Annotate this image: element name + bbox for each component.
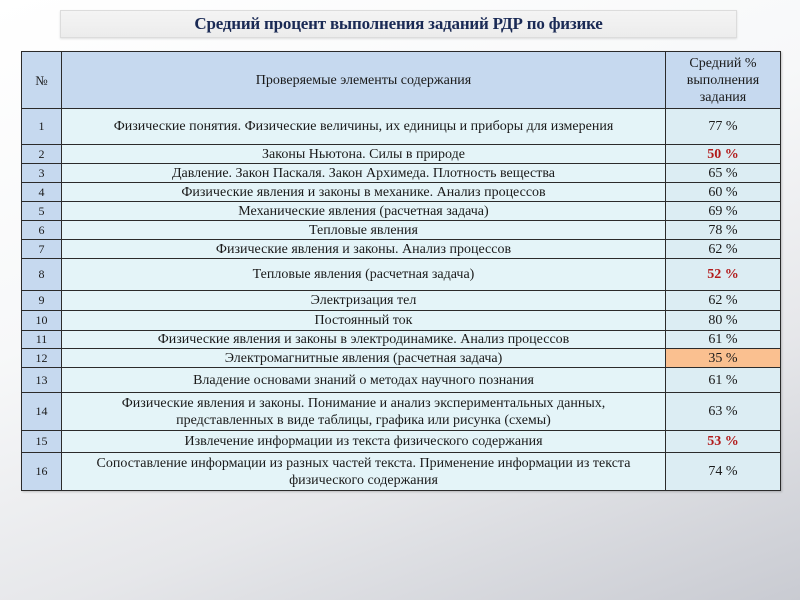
table-row <box>22 331 781 349</box>
row-percent-low: 53 % <box>666 431 781 453</box>
header-percent <box>666 52 781 109</box>
row-number: 14 <box>22 393 62 431</box>
row-number: 15 <box>22 431 62 453</box>
row-content-line1: Сопоставление информации из разных частей текста. Применение информации из текста <box>96 455 631 471</box>
row-content: Законы Ньютона. Силы в природе <box>62 145 666 164</box>
title-banner <box>60 10 737 38</box>
table-row <box>22 259 781 291</box>
row-content: Электризация тел <box>62 291 666 311</box>
header-percent-line3: задания <box>699 89 747 105</box>
table-row <box>22 311 781 331</box>
row-percent: 61 % <box>666 368 781 393</box>
row-content: Постоянный ток <box>62 311 666 331</box>
row-number: 13 <box>22 368 62 393</box>
row-content: Электромагнитные явления (расчетная задача) <box>62 349 666 368</box>
results-table <box>21 51 781 491</box>
row-content-line2: представленных в виде таблицы, графика или рисунка (схемы) <box>176 412 551 428</box>
row-percent: 60 % <box>666 183 781 202</box>
row-number: 7 <box>22 240 62 259</box>
row-percent: 61 % <box>666 331 781 349</box>
row-content <box>62 393 666 431</box>
row-number: 8 <box>22 259 62 291</box>
header-percent-line1: Средний % <box>689 55 757 71</box>
row-number: 3 <box>22 164 62 183</box>
row-content: Давление. Закон Паскаля. Закон Архимеда. Плотность вещества <box>62 164 666 183</box>
table-row <box>22 349 781 368</box>
row-content: Механические явления (расчетная задача) <box>62 202 666 221</box>
row-number: 5 <box>22 202 62 221</box>
row-content: Физические явления и законы в механике. Анализ процессов <box>62 183 666 202</box>
row-percent-low: 50 % <box>666 145 781 164</box>
row-number: 2 <box>22 145 62 164</box>
table-row <box>22 453 781 491</box>
row-content: Тепловые явления <box>62 221 666 240</box>
row-percent: 63 % <box>666 393 781 431</box>
row-number: 1 <box>22 109 62 145</box>
row-percent: 69 % <box>666 202 781 221</box>
table-row <box>22 240 781 259</box>
row-percent: 62 % <box>666 291 781 311</box>
row-content <box>62 453 666 491</box>
header-number: № <box>22 52 62 109</box>
row-content: Физические понятия. Физические величины, их единицы и приборы для измерения <box>62 109 666 145</box>
row-percent: 74 % <box>666 453 781 491</box>
row-number: 4 <box>22 183 62 202</box>
row-percent: 65 % <box>666 164 781 183</box>
row-content-line2: физического содержания <box>289 472 438 488</box>
page-title: Средний процент выполнения заданий РДР по физике <box>194 14 603 33</box>
table-row <box>22 393 781 431</box>
row-content: Тепловые явления (расчетная задача) <box>62 259 666 291</box>
row-number: 11 <box>22 331 62 349</box>
table-row <box>22 291 781 311</box>
row-percent: 80 % <box>666 311 781 331</box>
table-row <box>22 164 781 183</box>
row-number: 16 <box>22 453 62 491</box>
row-percent: 62 % <box>666 240 781 259</box>
row-content: Физические явления и законы в электродинамике. Анализ процессов <box>62 331 666 349</box>
row-percent-critical: 35 % <box>666 349 781 368</box>
row-number: 12 <box>22 349 62 368</box>
table-row <box>22 183 781 202</box>
row-percent: 77 % <box>666 109 781 145</box>
row-percent-low: 52 % <box>666 259 781 291</box>
table-row <box>22 145 781 164</box>
row-content: Извлечение информации из текста физического содержания <box>62 431 666 453</box>
table-row <box>22 221 781 240</box>
header-percent-line2: выполнения <box>686 72 760 88</box>
header-content: Проверяемые элементы содержания <box>62 52 666 109</box>
table-row <box>22 368 781 393</box>
row-content: Владение основами знаний о методах научного познания <box>62 368 666 393</box>
row-percent: 78 % <box>666 221 781 240</box>
row-number: 6 <box>22 221 62 240</box>
row-content-line1: Физические явления и законы. Понимание и анализ экспериментальных данных, <box>121 395 606 411</box>
row-content: Физические явления и законы. Анализ процессов <box>62 240 666 259</box>
table-header-row <box>22 52 781 109</box>
row-number: 9 <box>22 291 62 311</box>
table-row <box>22 109 781 145</box>
table-row <box>22 431 781 453</box>
table-row <box>22 202 781 221</box>
row-number: 10 <box>22 311 62 331</box>
